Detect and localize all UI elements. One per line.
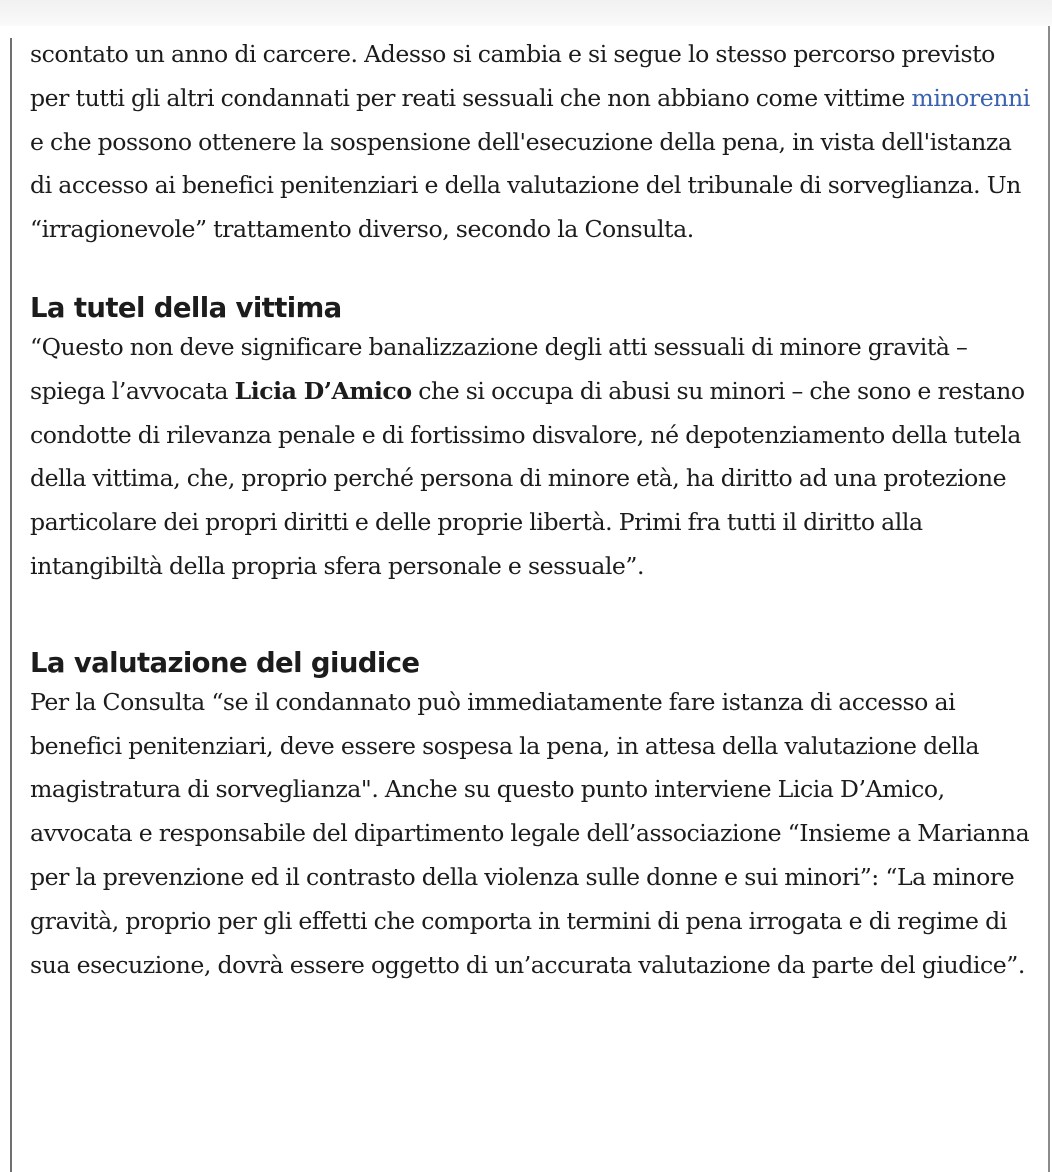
paragraph-text: “Questo non deve significare banalizzazione degli atti sessuali di minore gravità – spiega l’avvocata	[30, 332, 968, 405]
article-paragraph	[30, 326, 1030, 589]
article-paragraph: Per la Consulta “se il condannato può immediatamente fare istanza di accesso ai benefici penitenziari, deve essere sospesa la pena, in attesa della valutazione della magistratura di sorveglianza". Anche su questo punto interviene Licia D’Amico, avvocata e responsabile del dipartimento legale dell’associazione “Insieme a Marianna per la prevenzione ed il contrasto della violenza sulle donne e sui minori”: “La minore gravità, proprio per gli effetti che comporta in termini di pena irrogata e di regime di sua esecuzione, dovrà essere oggetto di un’accurata valutazione da parte del giudice”.	[30, 687, 1030, 979]
paragraph-text: e che possono ottenere la sospensione dell'esecuzione della pena, in vista dell'istanza di accesso ai benefici penitenziari e della valutazione del tribunale di sorveglianza. Un “irragionevole” trattamento diverso, secondo la Consulta.	[30, 127, 1021, 244]
lawyer-name: Licia D’Amico	[234, 376, 412, 405]
paragraph-text: scontato un anno di carcere. Adesso si cambia e si segue lo stesso percorso previsto per tutti gli altri condannati per reati sessuali che non abbiano come vittime	[30, 40, 995, 112]
section-heading-valutazione-giudice: La valutazione del giudice	[30, 646, 420, 679]
article-paragraph	[30, 33, 1030, 252]
paragraph-text: che si occupa di abusi su minori – che sono e restano condotte di rilevanza penale e di fortissimo disvalore, né depotenziamento della tutela della vittima, che, proprio perché persona di minore età, ha diritto ad una protezione particolare dei propri diritti e delle proprie libertà. Primi fra tutti il diritto alla intangibiltà della propria sfera personale e sessuale”.	[30, 376, 1025, 580]
paragraph-spacer	[30, 589, 1030, 645]
paragraph-spacer	[30, 252, 1030, 290]
content-frame-right-border	[1048, 26, 1050, 1172]
top-bar	[0, 0, 1052, 26]
minorenni-link[interactable]: minorenni	[911, 83, 1030, 112]
article-body	[30, 33, 1030, 987]
section-heading-tutela-vittima: La tutel della vittima	[30, 291, 342, 324]
content-frame-left-border	[10, 38, 12, 1172]
